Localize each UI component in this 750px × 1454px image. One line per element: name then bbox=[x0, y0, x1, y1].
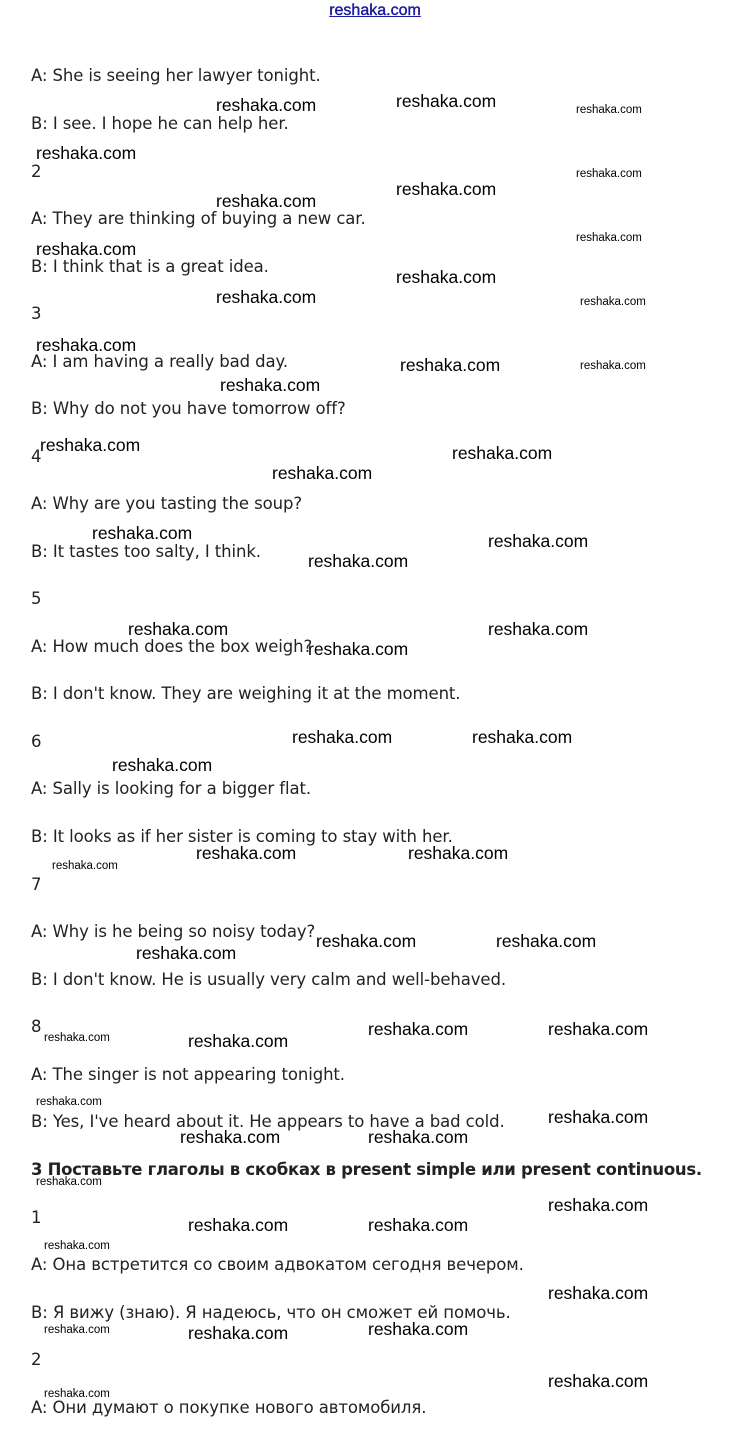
watermark: reshaka.com bbox=[548, 1195, 649, 1215]
watermark: reshaka.com bbox=[452, 443, 553, 463]
watermark: reshaka.com bbox=[396, 179, 497, 199]
watermark: reshaka.com bbox=[576, 232, 642, 244]
watermark: reshaka.com bbox=[216, 287, 317, 307]
watermark: reshaka.com bbox=[36, 1096, 102, 1108]
watermark: reshaka.com bbox=[488, 531, 589, 551]
exercise-number: 2 bbox=[31, 1350, 42, 1369]
watermark: reshaka.com bbox=[188, 1031, 289, 1051]
watermark: reshaka.com bbox=[576, 168, 642, 180]
section-heading: 3 Поставьте глаголы в скобках в present simple или present continuous. bbox=[31, 1160, 702, 1179]
exercise-number: 3 bbox=[31, 304, 42, 323]
watermark: reshaka.com bbox=[292, 727, 393, 747]
watermark: reshaka.com bbox=[400, 355, 501, 375]
watermark: reshaka.com bbox=[216, 95, 317, 115]
exercise-number: 7 bbox=[31, 875, 42, 894]
watermark: reshaka.com bbox=[368, 1319, 469, 1339]
watermark: reshaka.com bbox=[128, 619, 229, 639]
watermark: reshaka.com bbox=[44, 1324, 110, 1336]
dialogue-line: A: Она встретится со своим адвокатом сегодня вечером. bbox=[31, 1255, 524, 1274]
watermark: reshaka.com bbox=[316, 931, 417, 951]
watermark: reshaka.com bbox=[368, 1019, 469, 1039]
watermark: reshaka.com bbox=[368, 1215, 469, 1235]
watermark: reshaka.com bbox=[488, 619, 589, 639]
dialogue-line: B: Я вижу (знаю). Я надеюсь, что он сможет ей помочь. bbox=[31, 1303, 511, 1322]
dialogue-line: A: Они думают о покупке нового автомобиля. bbox=[31, 1398, 427, 1417]
exercise-number: 2 bbox=[31, 162, 42, 181]
dialogue-line: B: It looks as if her sister is coming to stay with her. bbox=[31, 827, 453, 846]
dialogue-line: B: I don't know. They are weighing it at the moment. bbox=[31, 684, 461, 703]
dialogue-line: A: I am having a really bad day. bbox=[31, 352, 288, 371]
exercise-number: 4 bbox=[31, 447, 42, 466]
watermark: reshaka.com bbox=[196, 843, 297, 863]
watermark: reshaka.com bbox=[308, 551, 409, 571]
dialogue-line: A: The singer is not appearing tonight. bbox=[31, 1065, 345, 1084]
watermark: reshaka.com bbox=[180, 1127, 281, 1147]
watermark: reshaka.com bbox=[472, 727, 573, 747]
watermark: reshaka.com bbox=[44, 1388, 110, 1400]
watermark: reshaka.com bbox=[220, 375, 321, 395]
watermark: reshaka.com bbox=[188, 1215, 289, 1235]
dialogue-line: B: I think that is a great idea. bbox=[31, 257, 269, 276]
dialogue-line: A: She is seeing her lawyer tonight. bbox=[31, 66, 321, 85]
watermark: reshaka.com bbox=[496, 931, 597, 951]
dialogue-line: B: Yes, I've heard about it. He appears to have a bad cold. bbox=[31, 1112, 505, 1131]
dialogue-line: A: Sally is looking for a bigger flat. bbox=[31, 779, 311, 798]
watermark: reshaka.com bbox=[272, 463, 373, 483]
site-link[interactable]: reshaka.com bbox=[329, 2, 421, 19]
watermark: reshaka.com bbox=[36, 335, 137, 355]
exercise-number: 1 bbox=[31, 1208, 42, 1227]
exercise-number: 8 bbox=[31, 1017, 42, 1036]
watermark: reshaka.com bbox=[368, 1127, 469, 1147]
watermark: reshaka.com bbox=[44, 1032, 110, 1044]
dialogue-line: A: Why are you tasting the soup? bbox=[31, 494, 302, 513]
watermark: reshaka.com bbox=[52, 860, 118, 872]
dialogue-line: A: Why is he being so noisy today? bbox=[31, 922, 316, 941]
watermark: reshaka.com bbox=[548, 1371, 649, 1391]
dialogue-line: B: It tastes too salty, I think. bbox=[31, 542, 261, 561]
watermark: reshaka.com bbox=[580, 360, 646, 372]
watermark: reshaka.com bbox=[36, 1176, 102, 1188]
dialogue-line: A: They are thinking of buying a new car. bbox=[31, 209, 366, 228]
watermark: reshaka.com bbox=[36, 239, 137, 259]
watermark: reshaka.com bbox=[40, 435, 141, 455]
watermark: reshaka.com bbox=[396, 91, 497, 111]
watermark: reshaka.com bbox=[308, 639, 409, 659]
watermark: reshaka.com bbox=[44, 1240, 110, 1252]
watermark: reshaka.com bbox=[408, 843, 509, 863]
watermark: reshaka.com bbox=[576, 104, 642, 116]
watermark: reshaka.com bbox=[216, 191, 317, 211]
exercise-number: 5 bbox=[31, 589, 42, 608]
dialogue-line: B: I see. I hope he can help her. bbox=[31, 114, 289, 133]
watermark: reshaka.com bbox=[548, 1283, 649, 1303]
watermark: reshaka.com bbox=[548, 1107, 649, 1127]
watermark: reshaka.com bbox=[112, 755, 213, 775]
watermark: reshaka.com bbox=[548, 1019, 649, 1039]
watermark: reshaka.com bbox=[580, 296, 646, 308]
watermark: reshaka.com bbox=[92, 523, 193, 543]
watermark: reshaka.com bbox=[36, 143, 137, 163]
exercise-number: 6 bbox=[31, 732, 42, 751]
watermark: reshaka.com bbox=[136, 943, 237, 963]
watermark: reshaka.com bbox=[188, 1323, 289, 1343]
dialogue-line: B: I don't know. He is usually very calm and well-behaved. bbox=[31, 970, 506, 989]
dialogue-line: B: Why do not you have tomorrow off? bbox=[31, 399, 346, 418]
watermark: reshaka.com bbox=[396, 267, 497, 287]
dialogue-line: A: How much does the box weigh? bbox=[31, 637, 313, 656]
